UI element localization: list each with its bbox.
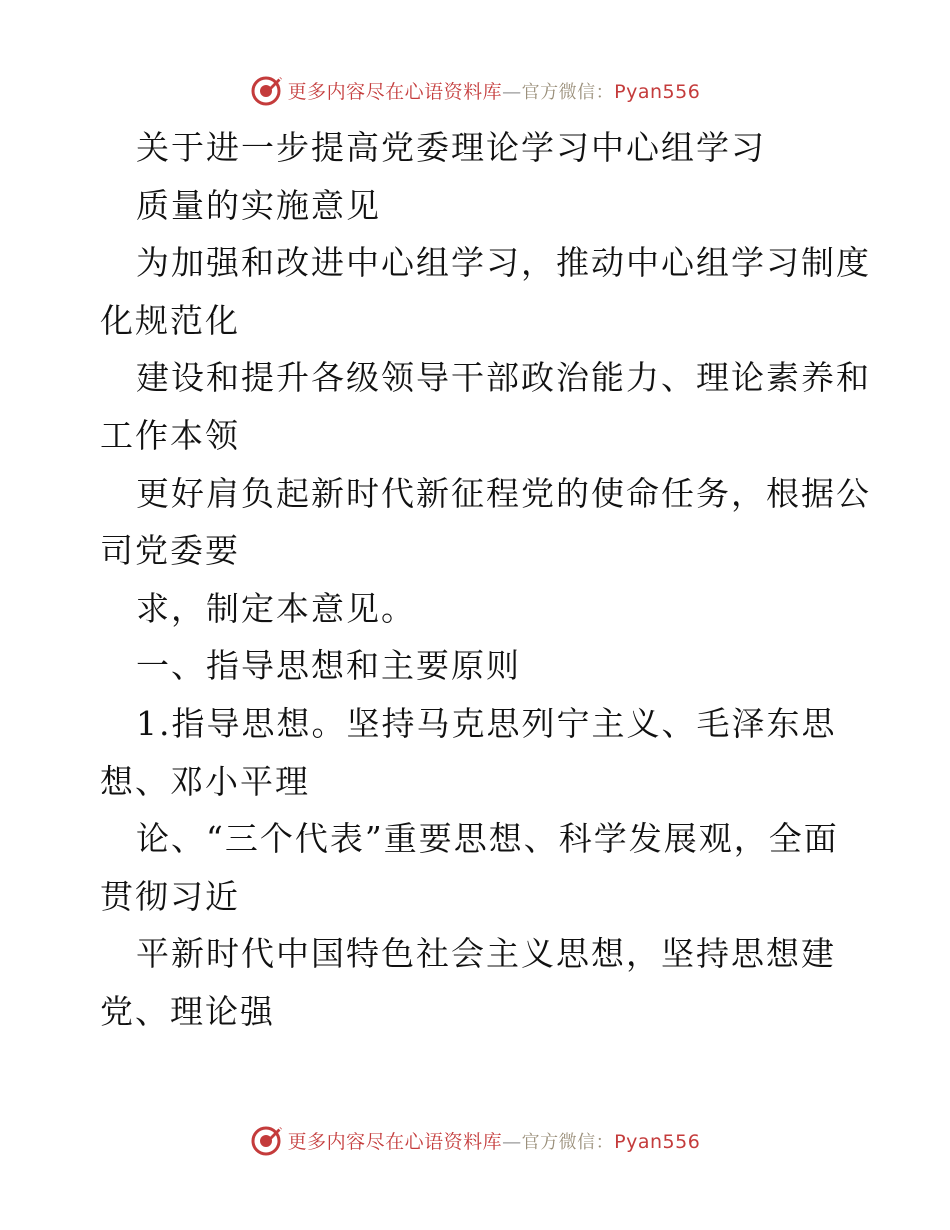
pen-logo-icon <box>250 73 284 107</box>
paragraph-line: 更好肩负起新时代新征程党的使命任务，根据公 <box>136 473 871 513</box>
pen-logo-icon <box>250 1123 284 1157</box>
paragraph-line: 司党委要 <box>100 531 240 571</box>
watermark-text: 更多内容尽在心语资料库—官方微信：Pyan556 <box>287 1130 701 1153</box>
paragraph-line: 化规范化 <box>100 300 240 340</box>
section-heading: 一、指导思想和主要原则 <box>136 646 521 686</box>
paragraph-line: 1.指导思想。坚持马克思列宁主义、毛泽东思 <box>136 703 837 743</box>
watermark-text: 更多内容尽在心语资料库—官方微信：Pyan556 <box>287 80 701 103</box>
footer-watermark <box>0 1118 950 1162</box>
document-body <box>100 119 871 1041</box>
paragraph-line: 工作本领 <box>100 415 240 455</box>
document-title-line-2: 质量的实施意见 <box>136 185 381 225</box>
paragraph-line: 建设和提升各级领导干部政治能力、理论素养和 <box>136 358 871 398</box>
paragraph-line: 论、“三个代表”重要思想、科学发展观，全面 <box>136 819 839 859</box>
paragraph-line: 平新时代中国特色社会主义思想，坚持思想建 <box>136 934 836 974</box>
paragraph-line: 为加强和改进中心组学习，推动中心组学习制度 <box>136 243 871 283</box>
paragraph-line: 贯彻习近 <box>100 876 240 916</box>
paragraph-line: 党、理论强 <box>100 991 275 1031</box>
paragraph-line: 求，制定本意见。 <box>136 588 416 628</box>
header-watermark <box>0 68 950 112</box>
document-title-line-1: 关于进一步提高党委理论学习中心组学习 <box>136 128 766 167</box>
paragraph-line: 想、邓小平理 <box>100 761 310 801</box>
